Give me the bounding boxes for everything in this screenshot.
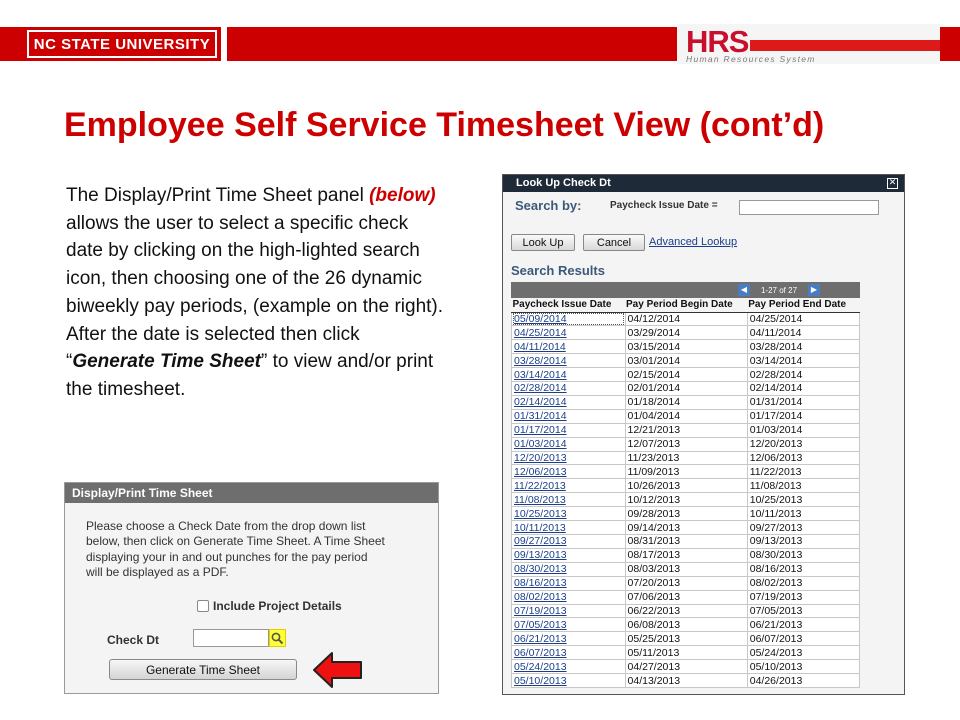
pay-period-end-cell: 10/11/2013 (747, 507, 859, 521)
pay-period-end-cell: 03/14/2014 (747, 354, 859, 368)
table-row[interactable] (512, 590, 860, 604)
display-print-panel (64, 482, 439, 694)
slide-title: Employee Self Service Timesheet View (cont’d) (64, 106, 825, 144)
lookup-dialog-title: Look Up Check Dt (516, 177, 611, 189)
pay-period-end-cell: 08/30/2013 (747, 548, 859, 562)
pay-period-begin-cell: 08/03/2013 (625, 562, 747, 576)
table-row[interactable] (512, 548, 860, 562)
table-row[interactable] (512, 479, 860, 493)
pay-period-end-cell: 08/02/2013 (747, 576, 859, 590)
pay-period-begin-cell: 01/04/2014 (625, 409, 747, 423)
table-row[interactable] (512, 465, 860, 479)
paycheck-issue-date-link[interactable]: 01/31/2014 (512, 409, 626, 423)
pay-period-begin-cell: 11/09/2013 (625, 465, 747, 479)
paycheck-issue-date-link[interactable]: 12/20/2013 (512, 451, 626, 465)
paycheck-issue-date-link[interactable]: 08/02/2013 (512, 590, 626, 604)
table-row[interactable] (512, 493, 860, 507)
table-row[interactable] (512, 618, 860, 632)
table-row[interactable] (512, 368, 860, 382)
paycheck-issue-date-link[interactable]: 02/28/2014 (512, 382, 626, 396)
header-divider (221, 27, 227, 61)
paycheck-issue-date-label (610, 200, 718, 211)
pay-period-end-cell: 09/13/2013 (747, 535, 859, 549)
pay-period-end-cell: 12/20/2013 (747, 437, 859, 451)
paycheck-issue-date-link[interactable]: 05/09/2014 (512, 312, 626, 326)
paycheck-issue-date-label-text: Paycheck Issue Date (610, 200, 709, 211)
paycheck-issue-date-link[interactable]: 06/21/2013 (512, 632, 626, 646)
pay-period-end-cell: 09/27/2013 (747, 521, 859, 535)
close-icon[interactable]: ✕ (888, 178, 897, 188)
check-dt-input[interactable] (193, 629, 269, 647)
pay-period-end-cell: 02/14/2014 (747, 382, 859, 396)
paycheck-issue-date-link[interactable]: 12/06/2013 (512, 465, 626, 479)
table-row[interactable] (512, 451, 860, 465)
pay-period-end-cell: 11/22/2013 (747, 465, 859, 479)
results-navigation-bar (511, 282, 860, 298)
pay-period-begin-cell: 06/08/2013 (625, 618, 747, 632)
pay-period-end-cell: 06/07/2013 (747, 632, 859, 646)
include-project-details[interactable] (197, 599, 342, 613)
pay-period-end-cell: 06/21/2013 (747, 618, 859, 632)
magnifier-icon[interactable] (269, 629, 286, 647)
paycheck-issue-date-link[interactable]: 03/28/2014 (512, 354, 626, 368)
pay-period-begin-cell: 07/20/2013 (625, 576, 747, 590)
magnifier-icon-graphic (271, 632, 284, 645)
pay-period-end-cell: 04/11/2014 (747, 326, 859, 340)
paycheck-issue-date-link[interactable]: 05/10/2013 (512, 674, 626, 688)
paycheck-issue-date-link[interactable]: 01/17/2014 (512, 423, 626, 437)
pay-period-end-cell: 10/25/2013 (747, 493, 859, 507)
pay-period-begin-cell: 04/13/2013 (625, 674, 747, 688)
generate-time-sheet-button[interactable]: Generate Time Sheet (109, 659, 297, 680)
cancel-button[interactable]: Cancel (583, 234, 645, 251)
paycheck-issue-date-link[interactable]: 07/19/2013 (512, 604, 626, 618)
column-header[interactable]: Paycheck Issue Date (512, 298, 626, 312)
advanced-lookup-link[interactable]: Advanced Lookup (649, 236, 738, 248)
pay-period-begin-cell: 06/22/2013 (625, 604, 747, 618)
pay-period-begin-cell: 03/15/2014 (625, 340, 747, 354)
pay-period-begin-cell: 08/17/2013 (625, 548, 747, 562)
table-row[interactable] (512, 326, 860, 340)
pay-period-end-cell: 07/19/2013 (747, 590, 859, 604)
table-row[interactable] (512, 674, 860, 688)
pay-period-end-cell: 05/24/2013 (747, 646, 859, 660)
pay-period-begin-cell: 02/01/2014 (625, 382, 747, 396)
red-left-arrow-icon (312, 650, 364, 690)
pay-period-begin-cell: 05/11/2013 (625, 646, 747, 660)
prev-page-icon[interactable]: ◀ (738, 284, 750, 296)
table-row[interactable] (512, 437, 860, 451)
check-dt-label: Check Dt (107, 633, 160, 647)
paycheck-issue-date-link[interactable]: 10/11/2013 (512, 521, 626, 535)
table-row[interactable] (512, 535, 860, 549)
table-row[interactable] (512, 521, 860, 535)
paycheck-issue-date-link[interactable]: 09/13/2013 (512, 548, 626, 562)
table-row[interactable] (512, 354, 860, 368)
paycheck-issue-date-link[interactable]: 01/03/2014 (512, 437, 626, 451)
include-project-label: Include Project Details (213, 599, 342, 613)
table-row[interactable] (512, 312, 860, 326)
pay-period-begin-cell: 07/06/2013 (625, 590, 747, 604)
pay-period-end-cell: 11/08/2013 (747, 479, 859, 493)
pay-period-end-cell: 01/17/2014 (747, 409, 859, 423)
body-text (66, 182, 446, 404)
table-row[interactable] (512, 382, 860, 396)
results-count: 1-27 of 27 (760, 285, 798, 295)
body-text-part1: The Display/Print Time Sheet panel (66, 185, 370, 206)
ncsu-logo-text: NC STATE UNIVERSITY (33, 35, 211, 53)
pay-period-end-cell: 01/31/2014 (747, 395, 859, 409)
pay-period-begin-cell: 02/15/2014 (625, 368, 747, 382)
paycheck-issue-date-link[interactable]: 05/24/2013 (512, 660, 626, 674)
body-text-generate: Generate Time Sheet (72, 351, 262, 373)
column-header[interactable]: Pay Period Begin Date (625, 298, 747, 312)
pay-period-begin-cell: 08/31/2013 (625, 535, 747, 549)
pay-period-begin-cell: 01/18/2014 (625, 395, 747, 409)
paycheck-issue-date-link[interactable]: 07/05/2013 (512, 618, 626, 632)
paycheck-issue-date-link[interactable]: 04/11/2014 (512, 340, 626, 354)
lookup-dialog-header (503, 175, 904, 192)
pay-period-begin-cell: 09/14/2013 (625, 521, 747, 535)
paycheck-issue-date-link[interactable]: 11/22/2013 (512, 479, 626, 493)
paycheck-issue-date-link[interactable]: 09/27/2013 (512, 535, 626, 549)
pay-period-begin-cell: 10/12/2013 (625, 493, 747, 507)
hrs-subtitle: Human Resources System (686, 54, 816, 64)
include-project-checkbox[interactable] (197, 600, 209, 612)
paycheck-issue-date-link[interactable]: 03/14/2014 (512, 368, 626, 382)
table-row[interactable] (512, 646, 860, 660)
pay-period-begin-cell: 10/26/2013 (625, 479, 747, 493)
pay-period-end-cell: 02/28/2014 (747, 368, 859, 382)
search-by-label: Search by: (515, 198, 582, 213)
body-text-part2: allows the user to select a specific check date by clicking on the high-lighted search icon, then choosing one of the 26 dynamic biweekly pay periods, (example on the right). After the date is selected then click “ (66, 212, 444, 373)
look-up-button[interactable]: Look Up (511, 234, 575, 251)
hrs-red-band (750, 40, 940, 51)
pay-period-end-cell: 03/28/2014 (747, 340, 859, 354)
paycheck-issue-date-link[interactable]: 02/14/2014 (512, 395, 626, 409)
table-row[interactable] (512, 507, 860, 521)
paycheck-issue-date-input[interactable] (739, 200, 879, 215)
pay-period-begin-cell: 04/27/2013 (625, 660, 747, 674)
display-print-message: Please choose a Check Date from the drop down list below, then click on Generate Time Sheet. A Time Sheet displaying your in and out punches for the pay period will be displayed as a PDF. (86, 519, 385, 579)
table-row[interactable] (512, 576, 860, 590)
next-page-icon[interactable]: ▶ (808, 284, 820, 296)
pay-period-begin-cell: 11/23/2013 (625, 451, 747, 465)
pay-period-begin-cell: 03/01/2014 (625, 354, 747, 368)
table-row[interactable] (512, 660, 860, 674)
body-text-part3: ” to view and/or print the timesheet. (66, 351, 434, 400)
pay-period-end-cell: 05/10/2013 (747, 660, 859, 674)
table-row[interactable] (512, 395, 860, 409)
paycheck-issue-date-link[interactable]: 08/16/2013 (512, 576, 626, 590)
search-operator: = (711, 200, 718, 211)
pay-period-begin-cell: 04/12/2014 (625, 312, 747, 326)
table-row[interactable] (512, 632, 860, 646)
pay-period-begin-cell: 05/25/2013 (625, 632, 747, 646)
paycheck-issue-date-link[interactable]: 08/30/2013 (512, 562, 626, 576)
hrs-logo: HRS (686, 24, 749, 59)
paycheck-issue-date-link[interactable]: 06/07/2013 (512, 646, 626, 660)
table-row[interactable] (512, 562, 860, 576)
pay-period-begin-cell: 12/21/2013 (625, 423, 747, 437)
pay-period-end-cell: 12/06/2013 (747, 451, 859, 465)
pay-period-end-cell: 04/25/2014 (747, 312, 859, 326)
display-print-header: Display/Print Time Sheet (65, 483, 438, 503)
column-header[interactable]: Pay Period End Date (747, 298, 859, 312)
body-text-below: (below) (369, 185, 436, 206)
pay-period-end-cell: 01/03/2014 (747, 423, 859, 437)
table-row[interactable] (512, 423, 860, 437)
paycheck-issue-date-link[interactable]: 10/25/2013 (512, 507, 626, 521)
search-results-title: Search Results (511, 263, 605, 278)
paycheck-issue-date-link[interactable]: 04/25/2014 (512, 326, 626, 340)
paycheck-issue-date-link[interactable]: 11/08/2013 (512, 493, 626, 507)
search-results-body (512, 312, 860, 687)
pay-period-begin-cell: 12/07/2013 (625, 437, 747, 451)
ncsu-logo (27, 30, 217, 58)
pay-period-end-cell: 08/16/2013 (747, 562, 859, 576)
pay-period-begin-cell: 03/29/2014 (625, 326, 747, 340)
lookup-dialog (502, 174, 905, 695)
table-row[interactable] (512, 409, 860, 423)
pay-period-end-cell: 04/26/2013 (747, 674, 859, 688)
table-row[interactable] (512, 604, 860, 618)
pay-period-end-cell: 07/05/2013 (747, 604, 859, 618)
search-results-table (511, 298, 860, 688)
pay-period-begin-cell: 09/28/2013 (625, 507, 747, 521)
table-header-row (512, 298, 860, 312)
table-row[interactable] (512, 340, 860, 354)
